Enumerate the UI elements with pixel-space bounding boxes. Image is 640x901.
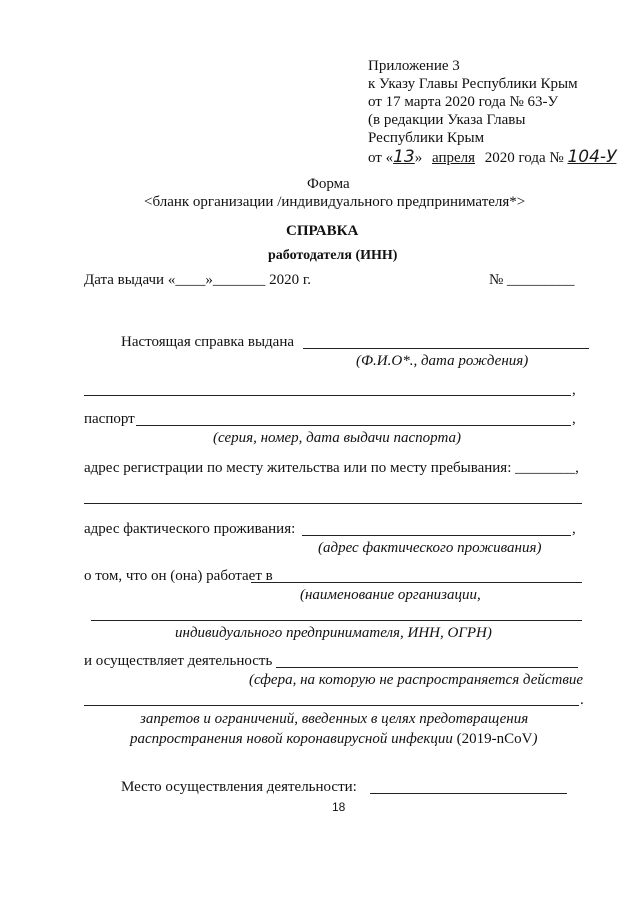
- works-at-label: о том, что он (она) работает в: [84, 568, 273, 584]
- place-label: Место осуществления деятельности:: [121, 779, 357, 795]
- org-hint-2: индивидуального предпринимателя, ИНН, ОГРН): [175, 625, 492, 641]
- reg-address-label: адрес регистрации по месту жительства или по месту пребывания: ________,: [84, 460, 579, 476]
- header-line-1: Приложение 3: [368, 58, 460, 74]
- org-line-2[interactable]: [91, 620, 582, 621]
- issued-to-label: Настоящая справка выдана: [121, 334, 295, 350]
- blank-note: <бланк организации /индивидуального предпринимателя*>: [144, 194, 526, 210]
- comma: ,: [572, 411, 576, 427]
- form-label: Форма: [307, 176, 350, 192]
- document-subtitle: работодателя (ИНН): [268, 248, 398, 263]
- handwritten-day: 13: [393, 147, 415, 167]
- issued-to-hint: (Ф.И.О*., дата рождения): [356, 353, 529, 369]
- activity-hint-2: запретов и ограничений, введенных в целях предотвращения: [140, 711, 529, 727]
- header-line-5: Республики Крым: [368, 130, 485, 146]
- activity-label: и осуществляет деятельность: [84, 653, 273, 669]
- issue-date: Дата выдачи «____»_______ 2020 г.: [84, 272, 312, 288]
- passport-label: паспорт: [84, 411, 135, 427]
- date-year-label: 2020 года №: [484, 150, 564, 166]
- actual-address-line[interactable]: [302, 535, 571, 536]
- comma: ,: [572, 382, 576, 398]
- activity-line[interactable]: [276, 667, 578, 668]
- activity-line-2[interactable]: [84, 705, 579, 706]
- passport-hint: (серия, номер, дата выдачи паспорта): [213, 430, 461, 446]
- date-prefix: от «: [368, 150, 394, 166]
- org-hint: (наименование организации,: [300, 587, 481, 603]
- document-title: СПРАВКА: [286, 223, 359, 239]
- header-date-line: [368, 148, 616, 167]
- issued-to-line[interactable]: [303, 348, 589, 349]
- date-month: апреля: [432, 150, 476, 166]
- activity-hint: (сфера, на которую не распространяется действие: [249, 672, 584, 688]
- reg-address-line[interactable]: [84, 503, 582, 504]
- header-line-3: от 17 марта 2020 года № 63-У: [368, 94, 559, 110]
- works-at-line[interactable]: [251, 582, 582, 583]
- passport-line[interactable]: [136, 425, 571, 426]
- place-line[interactable]: [370, 793, 567, 794]
- date-mid: »: [414, 150, 423, 166]
- header-line-2: к Указу Главы Республики Крым: [368, 76, 578, 92]
- page-number: 18: [332, 800, 346, 814]
- header-line-4: (в редакции Указа Главы: [368, 112, 526, 128]
- activity-hint-3: распространения новой коронавирусной инфекции (2019-nCoV): [130, 731, 538, 747]
- handwritten-number: 104-У: [567, 147, 617, 167]
- issued-to-line-2[interactable]: [84, 395, 571, 396]
- actual-address-hint: (адрес фактического проживания): [318, 540, 542, 556]
- period: .: [580, 692, 584, 708]
- issue-number: № _________: [489, 272, 575, 288]
- actual-address-label: адрес фактического проживания:: [84, 521, 296, 537]
- comma: ,: [572, 521, 576, 537]
